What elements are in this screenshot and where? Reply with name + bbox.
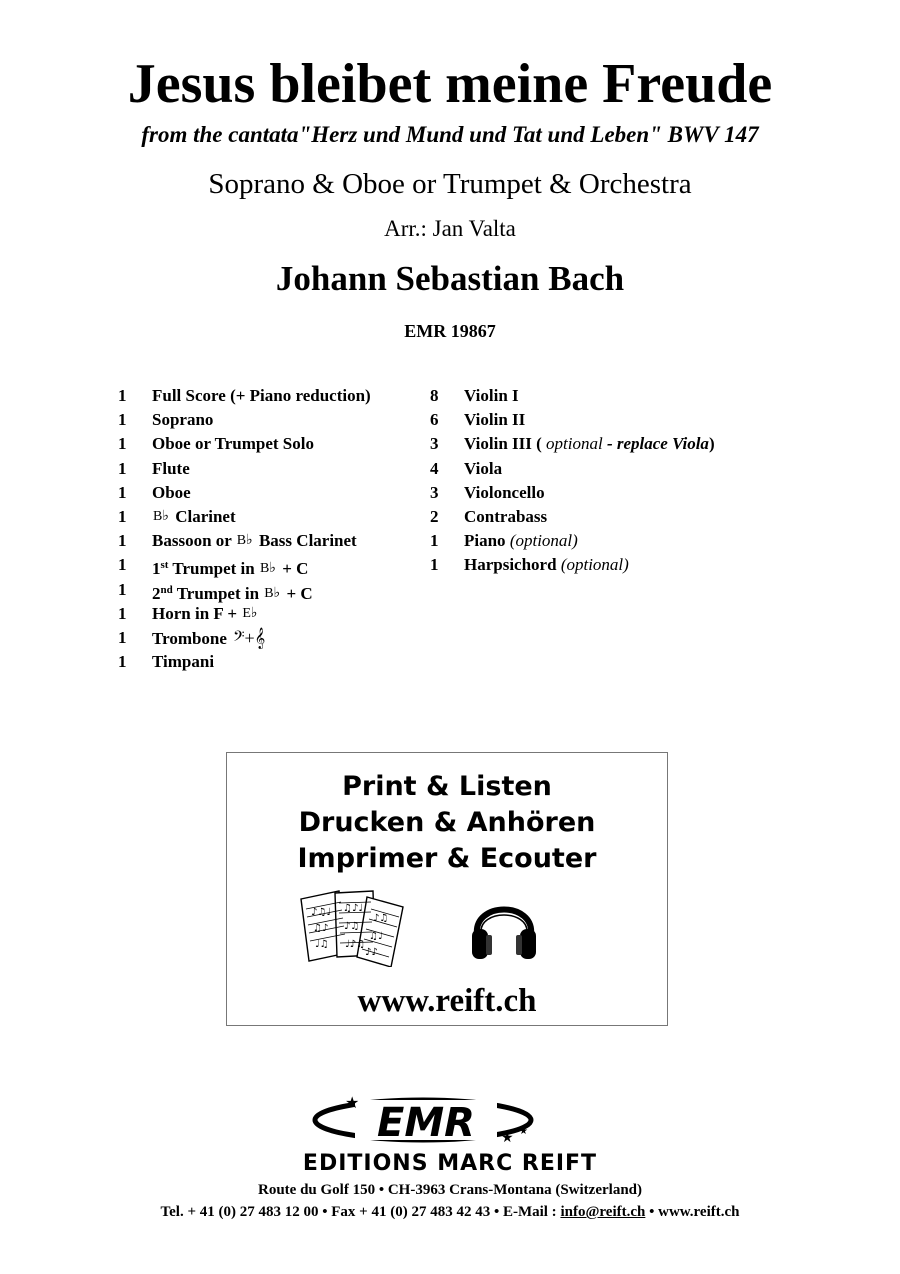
part-name [152, 626, 265, 651]
replace-note: - replace Viola [602, 434, 709, 454]
promo-url[interactable]: www.reift.ch [357, 983, 537, 1019]
part-quantity: 3 [430, 434, 439, 454]
part-name [464, 505, 547, 529]
part-quantity: 3 [430, 482, 439, 502]
part-quantity: 1 [118, 555, 127, 575]
part-name [464, 408, 525, 432]
flat-key: B♭ [259, 561, 276, 577]
part-quantity: 6 [430, 410, 439, 430]
clef-icon: 𝄢+𝄞 [232, 627, 266, 648]
part-quantity: 2 [430, 506, 439, 526]
promo-line-german: Drucken & Anhören [298, 807, 596, 838]
part-quantity: 4 [430, 458, 439, 478]
part-close-paren: ) [708, 434, 715, 454]
contact-website: • www.reift.ch [645, 1204, 740, 1220]
page-title: Jesus bleibet meine Freude [127, 53, 773, 115]
part-name-prefix: Horn in F + [152, 603, 238, 623]
part-name-text: Soprano [152, 410, 214, 430]
part-quantity: 1 [118, 579, 127, 599]
flat-key: B♭ [264, 585, 281, 601]
optional-note: (optional) [509, 531, 578, 551]
part-name [464, 529, 578, 553]
part-quantity: 1 [118, 386, 127, 405]
svg-text:♩♪♫: ♩♪♫ [345, 939, 366, 950]
part-name-text: Violoncello [464, 482, 545, 502]
composer: Johann Sebastian Bach [275, 259, 625, 298]
part-name [152, 505, 236, 531]
svg-text:♪♫♩: ♪♫♩ [311, 907, 332, 918]
emr-logo-text: EMR [377, 1100, 475, 1146]
part-ordinal: 1 [152, 559, 161, 579]
part-name-prefix: Trumpet in [172, 559, 255, 579]
part-name [152, 408, 213, 432]
subtitle: from the cantata"Herz und Mund und Tat und Leben" BWV 147 [141, 122, 759, 147]
part-name-text: Full Score (+ Piano reduction) [152, 386, 371, 405]
optional-note: optional [546, 434, 603, 454]
part-name [464, 457, 502, 481]
part-name-text: Viola [464, 458, 503, 478]
part-ordinal-suffix: st [160, 559, 169, 572]
part-name-text: Violin III ( [464, 434, 542, 454]
flat-key: E♭ [242, 605, 258, 621]
part-quantity: 1 [118, 434, 127, 454]
part-name [464, 481, 545, 505]
svg-text:♪♫: ♪♫ [344, 921, 360, 932]
part-quantity: 1 [430, 555, 439, 575]
publisher-contact [0, 1202, 900, 1222]
catalog-number: EMR 19867 [404, 321, 496, 341]
part-name-text: Contrabass [464, 506, 548, 526]
part-name-text: + C [286, 583, 313, 603]
svg-text:♩♫: ♩♫ [315, 939, 329, 950]
part-name-text: Harpsichord [464, 555, 557, 575]
promo-line-french: Imprimer & Ecouter [297, 843, 597, 874]
publisher-name: EDITIONS MARC REIFT [302, 1151, 598, 1176]
part-name [152, 650, 214, 674]
part-name [152, 432, 314, 456]
instrumentation: Soprano & Oboe or Trumpet & Orchestra [208, 168, 692, 200]
svg-text:♫♩: ♫♩ [369, 931, 383, 942]
part-quantity: 1 [118, 410, 127, 430]
part-quantity: 8 [430, 386, 439, 405]
svg-text:♫♪♩: ♫♪♩ [343, 903, 364, 914]
part-quantity: 1 [118, 603, 127, 623]
part-quantity: 1 [118, 506, 127, 526]
part-name-text: Clarinet [175, 506, 236, 526]
part-ordinal-suffix: nd [160, 583, 173, 596]
part-quantity: 1 [430, 531, 439, 551]
promo-line-english: Print & Listen [342, 771, 552, 802]
part-quantity: 1 [118, 531, 127, 551]
print-listen-box [226, 752, 668, 1026]
part-name [152, 529, 357, 555]
arranger: Arr.: Jan Valta [384, 216, 516, 241]
svg-text:★: ★ [519, 1126, 528, 1137]
part-quantity: 1 [118, 652, 127, 672]
part-name-text: Bass Clarinet [258, 531, 357, 551]
part-name [464, 553, 629, 577]
contact-phone-fax: Tel. + 41 (0) 27 483 12 00 • Fax + 41 (0) 27 483 42 43 • E-Mail : [160, 1204, 561, 1220]
part-quantity: 1 [118, 627, 127, 647]
part-name-text: Oboe or Trumpet Solo [152, 434, 314, 454]
flat-key: B♭ [236, 533, 253, 549]
svg-text:♫♪: ♫♪ [313, 923, 329, 934]
part-quantity: 1 [118, 458, 127, 478]
part-name [464, 432, 715, 456]
email-link[interactable]: info@reift.ch [560, 1204, 646, 1220]
part-name-text: Oboe [152, 482, 191, 502]
part-ordinal: 2 [152, 583, 161, 603]
part-name [152, 602, 260, 628]
flat-key: B♭ [153, 508, 169, 524]
svg-text:♪♪: ♪♪ [365, 947, 378, 958]
part-name-text: Timpani [152, 652, 215, 672]
part-quantity: 1 [118, 482, 127, 502]
svg-text:♪♫: ♪♫ [373, 913, 389, 924]
part-name-text: Violin I [464, 386, 519, 405]
optional-note: (optional) [560, 555, 629, 575]
emr-logo [305, 1088, 545, 1146]
part-name-prefix: Trumpet in [176, 583, 260, 603]
part-name-text: + C [282, 559, 309, 579]
part-name-text: Violin II [464, 410, 526, 430]
part-name-prefix: Bassoon or [152, 531, 232, 551]
part-name [464, 384, 519, 408]
part-name [152, 481, 191, 505]
part-name [152, 457, 190, 481]
part-name [152, 384, 371, 408]
svg-text:★: ★ [345, 1093, 360, 1112]
part-name-text: Piano [464, 531, 506, 551]
svg-text:★: ★ [501, 1130, 514, 1146]
headphones-icon [469, 889, 539, 965]
part-name-text: Trombone [152, 628, 227, 648]
publisher-address: Route du Golf 150 • CH-3963 Crans-Montana (Switzerland) [258, 1182, 642, 1198]
sheet-music-icon [299, 887, 411, 967]
part-name-text: Flute [152, 458, 190, 478]
